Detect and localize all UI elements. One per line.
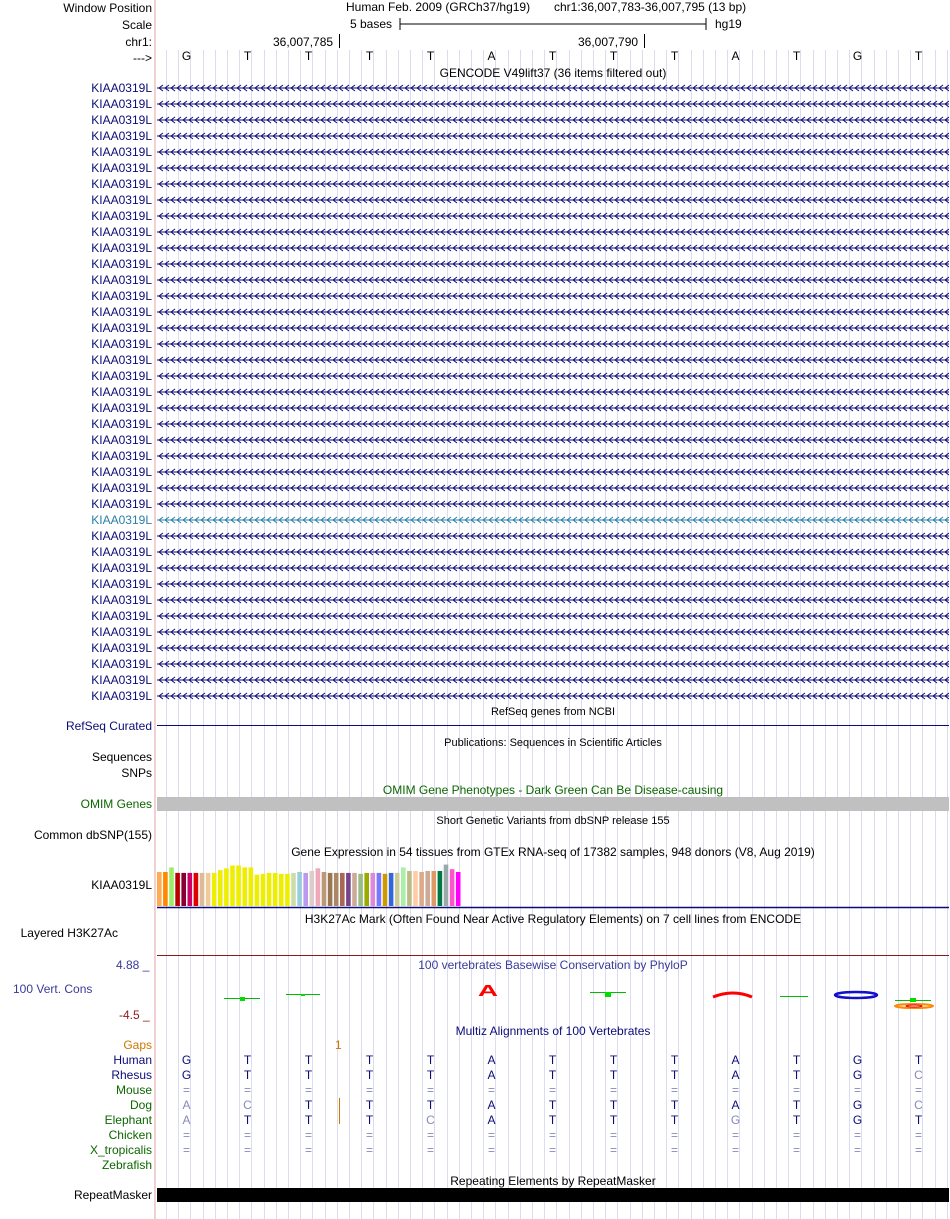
gtex-track-title[interactable]: Gene Expression in 54 tissues from GTEx RNA-seq of 17382 samples, 948 donors (V8, Aug 2019) [291,845,815,859]
species-label[interactable]: Dog [129,1098,152,1112]
alignment-base: T [792,1098,801,1112]
gencode-transcript-label[interactable]: KIAA0319L [91,289,152,303]
base-letter: A [487,49,496,63]
gencode-transcript-line[interactable] [157,515,949,525]
gencode-transcript-line[interactable] [157,563,949,573]
alignment-base: T [792,1053,801,1067]
gencode-transcript-label[interactable]: KIAA0319L [91,161,152,175]
gencode-transcript-line[interactable] [157,179,949,189]
alignment-base: = [487,1143,495,1157]
alignment-base: T [426,1068,435,1082]
tick-mark-1 [339,34,340,48]
alignment-base: = [731,1143,739,1157]
tick-label-1: 36,007,785 [273,35,334,49]
alignment-base: T [365,1068,374,1082]
gencode-transcript-line[interactable] [157,451,949,461]
gencode-transcript-label[interactable]: KIAA0319L [91,689,152,703]
gencode-transcript-label[interactable]: KIAA0319L [91,433,152,447]
gencode-transcript-label[interactable]: KIAA0319L [91,97,152,111]
alignment-base: = [609,1128,617,1142]
gtex-tissue-bar[interactable] [194,873,199,906]
gencode-transcript-label[interactable]: KIAA0319L [91,529,152,543]
gencode-transcript-line[interactable] [157,691,949,701]
gencode-transcript-line[interactable] [157,323,949,333]
alignment-base: = [792,1143,800,1157]
alignment-base: T [304,1098,313,1112]
dbsnp-label[interactable]: Common dbSNP(155) [33,828,152,842]
gencode-transcript-line[interactable] [157,259,949,269]
alignment-base: T [426,1098,435,1112]
repeatmasker-label[interactable]: RepeatMasker [73,1188,152,1202]
gtex-tissue-bar[interactable] [346,873,351,906]
alignment-base: T [609,1068,618,1082]
gencode-transcript-line[interactable] [157,307,949,317]
gtex-tissue-bar[interactable] [432,871,437,906]
gencode-transcript-label[interactable]: KIAA0319L [91,177,152,191]
gtex-bar-chart[interactable] [0,855,950,911]
gtex-tissue-bar[interactable] [261,874,266,906]
gtex-tissue-bar[interactable] [316,868,321,906]
alignment-base: = [853,1143,861,1157]
gencode-transcript-line[interactable] [157,99,949,109]
gencode-transcript-label[interactable]: KIAA0319L [91,561,152,575]
alignment-base: G [852,1098,863,1112]
gencode-transcript-label[interactable]: KIAA0319L [91,241,152,255]
alignment-base: G [852,1068,863,1082]
alignment-base: = [426,1128,434,1142]
base-letter: T [548,49,557,63]
gencode-transcript-line[interactable] [157,595,949,605]
alignment-base: C [243,1098,252,1112]
alignment-base: A [487,1098,496,1112]
base-letter: A [731,49,740,63]
strand-label: ---> [133,51,152,65]
window-position-label: Window Position [63,1,152,15]
alignment-base: = [426,1143,434,1157]
gencode-transcript-line[interactable] [157,499,949,509]
alignment-base: = [670,1143,678,1157]
gtex-tissue-bar[interactable] [419,872,424,906]
alignment-base: = [243,1128,251,1142]
gencode-transcript-label[interactable]: KIAA0319L [91,641,152,655]
alignment-base: T [548,1053,557,1067]
gencode-transcript-label[interactable]: KIAA0319L [91,113,152,127]
gencode-transcript-line[interactable] [157,659,949,669]
alignment-base: = [914,1128,922,1142]
gtex-tissue-bar[interactable] [218,870,223,906]
alignment-base: A [182,1113,191,1127]
gencode-transcript-label[interactable]: KIAA0319L [91,481,152,495]
publications-track-title[interactable]: Publications: Sequences in Scientific Articles [444,737,662,749]
alignment-base: G [181,1068,192,1082]
gencode-transcript-label[interactable]: KIAA0319L [91,545,152,559]
alignment-base: T [243,1053,252,1067]
gtex-tissue-bar[interactable] [224,868,229,906]
alignment-base: = [853,1128,861,1142]
alignment-base: = [914,1143,922,1157]
gencode-transcript-line[interactable] [157,467,949,477]
gencode-transcript-line[interactable] [157,403,949,413]
gencode-transcript-line[interactable] [157,547,949,557]
gencode-transcript-label[interactable]: KIAA0319L [91,305,152,319]
gtex-tissue-bar[interactable] [383,874,388,906]
base-letter: T [243,49,252,63]
alignment-base: = [365,1143,373,1157]
alignment-base: T [426,1053,435,1067]
gencode-transcript-label[interactable]: KIAA0319L [91,225,152,239]
gencode-transcript-label[interactable]: KIAA0319L [91,593,152,607]
alignment-base: A [731,1068,740,1082]
h3k27ac-baseline [157,955,949,956]
species-label[interactable]: Human [113,1053,152,1067]
gencode-transcript-line[interactable] [157,147,949,157]
alignment-base: = [243,1083,251,1097]
gencode-transcript-label[interactable]: KIAA0319L [91,513,152,527]
alignment-base: A [731,1098,740,1112]
alignment-base: T [365,1053,374,1067]
alignment-base: = [182,1143,190,1157]
alignment-base: = [731,1083,739,1097]
gtex-tissue-bar[interactable] [310,871,315,906]
alignment-base: = [670,1083,678,1097]
species-label[interactable]: X_tropicalis [89,1143,152,1157]
alignment-base: T [914,1053,923,1067]
gtex-tissue-bar[interactable] [285,874,290,906]
gtex-tissue-bar[interactable] [279,874,284,906]
alignment-base: T [548,1068,557,1082]
omim-track-title[interactable]: OMIM Gene Phenotypes - Dark Green Can Be Disease-causing [382,783,724,797]
base-letter: T [670,49,679,63]
alignment-base: T [365,1098,374,1112]
gtex-tissue-bar[interactable] [169,867,174,906]
gtex-tissue-bar[interactable] [175,873,180,906]
alignment-base: = [731,1128,739,1142]
gencode-transcript-line[interactable] [157,419,949,429]
scale-text: 5 bases [350,17,393,31]
alignment-base: = [182,1128,190,1142]
alignment-base: T [548,1113,557,1127]
refseq-label[interactable]: RefSeq Curated [65,719,152,733]
alignment-base: G [181,1053,192,1067]
gtex-tissue-bar[interactable] [291,873,296,906]
h3k27ac-label[interactable]: Layered H3K27Ac [20,926,118,940]
alignment-base: T [670,1113,679,1127]
gtex-tissue-bar[interactable] [334,873,339,906]
phylop-track-title[interactable]: 100 vertebrates Basewise Conservation by PhyloP [418,958,688,972]
gencode-transcript-line[interactable] [157,115,949,125]
gtex-tissue-bar[interactable] [273,873,278,906]
multiz-track-title[interactable]: Multiz Alignments of 100 Vertebrates [455,1024,651,1038]
gencode-transcript-label[interactable]: KIAA0319L [91,673,152,687]
alignment-base: = [792,1128,800,1142]
alignment-base: = [609,1083,617,1097]
alignment-base: T [304,1068,313,1082]
alignment-base: T [304,1053,313,1067]
alignment-base: = [304,1083,312,1097]
gencode-transcript-label[interactable]: KIAA0319L [91,625,152,639]
phylop-letter-a: A [477,982,499,1000]
gencode-transcript-label[interactable]: KIAA0319L [91,145,152,159]
alignment-base: = [304,1143,312,1157]
alignment-base: = [304,1128,312,1142]
position-readout: chr1:36,007,783-36,007,795 (13 bp) [554,0,747,14]
gencode-transcript-line[interactable] [157,131,949,141]
gencode-transcript-label[interactable]: KIAA0319L [91,369,152,383]
gtex-tissue-bar[interactable] [364,873,369,906]
alignment-base: = [426,1083,434,1097]
gencode-transcript-line[interactable] [157,355,949,365]
gtex-tissue-bar[interactable] [267,873,272,906]
phylop-label[interactable]: 100 Vert. Cons [13,982,93,996]
alignment-base: C [426,1113,435,1127]
gencode-transcript-line[interactable] [157,291,949,301]
species-label[interactable]: Zebrafish [101,1158,152,1172]
alignment-base: T [914,1113,923,1127]
refseq-gene-line[interactable] [157,725,949,726]
gtex-tissue-bar[interactable] [303,873,308,906]
gtex-tissue-bar[interactable] [322,872,327,906]
dbsnp-track-title[interactable]: Short Genetic Variants from dbSNP release 155 [436,815,670,827]
gencode-transcript-label[interactable]: KIAA0319L [91,353,152,367]
gtex-tissue-bar[interactable] [230,866,235,907]
alignment-base: = [243,1143,251,1157]
gtex-tissue-bar[interactable] [157,872,162,906]
base-letter: T [426,49,435,63]
scale-bar [398,16,710,32]
gencode-transcript-line[interactable] [157,435,949,445]
gencode-transcript-line[interactable] [157,211,949,221]
alignment-base: T [792,1113,801,1127]
gencode-transcript-label[interactable]: KIAA0319L [91,273,152,287]
gencode-transcript-label[interactable]: KIAA0319L [91,401,152,415]
gencode-transcript-line[interactable] [157,243,949,253]
alignment-base: T [243,1068,252,1082]
gtex-tissue-bar[interactable] [352,873,357,906]
gencode-transcript-line[interactable] [157,611,949,621]
gtex-tissue-bar[interactable] [358,874,363,906]
omim-feature-bar[interactable] [157,797,949,811]
alignment-base: T [365,1113,374,1127]
sequences-label[interactable]: Sequences [91,750,152,764]
gtex-tissue-bar[interactable] [340,873,345,906]
alignment-base: = [914,1083,922,1097]
alignment-base: = [548,1143,556,1157]
tick-mark-2 [644,34,645,48]
gencode-transcript-label[interactable]: KIAA0319L [91,449,152,463]
species-label[interactable]: Elephant [104,1113,152,1127]
gencode-transcript-line[interactable] [157,371,949,381]
alignment-base: T [304,1113,313,1127]
gencode-transcript-line[interactable] [157,675,949,685]
alignment-base: A [182,1098,191,1112]
gtex-tissue-bar[interactable] [236,866,241,907]
base-letter: T [609,49,618,63]
alignment-base: T [609,1053,618,1067]
gtex-tissue-bar[interactable] [407,871,412,906]
alignment-base: A [487,1053,496,1067]
gencode-transcript-line[interactable] [157,339,949,349]
alignment-base: = [365,1083,373,1097]
gtex-tissue-bar[interactable] [377,873,382,906]
gtex-tissue-bar[interactable] [242,867,247,906]
gencode-transcript-line[interactable] [157,531,949,541]
alignment-base: T [548,1098,557,1112]
alignment-base: = [548,1083,556,1097]
gencode-transcript-line[interactable] [157,195,949,205]
alignment-base: T [243,1113,252,1127]
base-letter: T [304,49,313,63]
gencode-transcript-label[interactable]: KIAA0319L [91,385,152,399]
db-label: hg19 [715,17,742,31]
alignment-base: T [609,1098,618,1112]
gencode-transcript-label[interactable]: KIAA0319L [91,577,152,591]
phylop-logo[interactable] [0,975,950,1015]
refseq-track-title[interactable]: RefSeq genes from NCBI [490,706,616,718]
gencode-transcript-line[interactable] [157,627,949,637]
alignment-base: = [487,1083,495,1097]
gtex-tissue-bar[interactable] [181,873,186,906]
gencode-transcript-line[interactable] [157,163,949,173]
gtex-tissue-bar[interactable] [413,871,418,906]
gencode-transcript-line[interactable] [157,387,949,397]
gtex-tissue-bar[interactable] [212,873,217,906]
gtex-tissue-bar[interactable] [456,872,461,906]
gencode-transcript-label[interactable]: KIAA0319L [91,417,152,431]
gencode-transcript-line[interactable] [157,579,949,589]
gencode-transcript-label[interactable]: KIAA0319L [91,257,152,271]
alignment-base: T [670,1068,679,1082]
alignment-base: = [487,1128,495,1142]
gtex-tissue-bar[interactable] [328,873,333,906]
alignment-base: C [914,1068,923,1082]
insertion-marker [339,1098,340,1124]
chr-label: chr1: [125,35,152,49]
alignment-base: G [730,1113,741,1127]
scale-label: Scale [121,18,152,32]
gencode-transcript-label[interactable]: KIAA0319L [91,209,152,223]
alignment-base: = [792,1083,800,1097]
alignment-base: G [852,1053,863,1067]
base-letter: T [365,49,374,63]
species-label[interactable]: Rhesus [111,1068,152,1082]
alignment-base: T [670,1053,679,1067]
alignment-base: C [914,1098,923,1112]
gencode-track-title[interactable]: GENCODE V49lift37 (36 items filtered out) [439,66,667,80]
alignment-base: = [853,1083,861,1097]
gencode-transcript-label[interactable]: KIAA0319L [91,465,152,479]
tick-label-2: 36,007,790 [578,35,639,49]
base-letter: G [852,49,863,63]
alignment-base: T [670,1098,679,1112]
gencode-transcript-label[interactable]: KIAA0319L [91,497,152,511]
alignment-base: A [487,1113,496,1127]
base-letter: T [792,49,801,63]
assembly-title: Human Feb. 2009 (GRCh37/hg19) [346,0,531,14]
alignment-base: = [609,1143,617,1157]
alignment-base: = [670,1128,678,1142]
alignment-base: T [792,1068,801,1082]
alignment-base: A [731,1053,740,1067]
gtex-tissue-bar[interactable] [163,872,168,906]
base-letter: G [181,49,192,63]
base-letter: T [914,49,923,63]
gaps-value: 1 [335,1038,342,1052]
phylop-min-label: -4.5 _ [119,1008,150,1022]
gencode-transcript-line[interactable] [157,83,949,93]
gtex-tissue-bar[interactable] [206,873,211,906]
h3k27ac-track-title[interactable]: H3K27Ac Mark (Often Found Near Active Regulatory Elements) on 7 cell lines from ENCODE [304,912,802,926]
gtex-tissue-bar[interactable] [200,873,205,906]
alignment-base: A [487,1068,496,1082]
gencode-transcript-line[interactable] [157,483,949,493]
gtex-tissue-bar[interactable] [297,872,302,906]
gencode-transcript-line[interactable] [157,227,949,237]
gtex-tissue-bar[interactable] [188,873,193,906]
gtex-tissue-bar[interactable] [395,873,400,906]
gencode-transcript-label[interactable]: KIAA0319L [91,129,152,143]
gencode-transcript-line[interactable] [157,275,949,285]
alignment-base: G [852,1113,863,1127]
gtex-tissue-bar[interactable] [425,871,430,906]
gtex-tissue-bar[interactable] [371,873,376,906]
phylop-max-label: 4.88 _ [116,958,150,972]
gtex-tissue-bar[interactable] [255,875,260,906]
gtex-tissue-bar[interactable] [401,867,406,906]
gencode-transcript-label[interactable]: KIAA0319L [91,657,152,671]
gtex-tissue-bar[interactable] [249,867,254,906]
alignment-base: = [548,1128,556,1142]
alignment-base: = [365,1128,373,1142]
gencode-transcript-label[interactable]: KIAA0319L [91,81,152,95]
repeatmasker-track-title[interactable]: Repeating Elements by RepeatMasker [450,1174,656,1188]
gencode-transcript-line[interactable] [157,643,949,653]
gtex-tissue-bar[interactable] [389,873,394,906]
species-label[interactable]: Chicken [108,1128,152,1142]
gtex-tissue-bar[interactable] [444,865,449,906]
gencode-transcript-label[interactable]: KIAA0319L [91,321,152,335]
gencode-transcript-label[interactable]: KIAA0319L [91,609,152,623]
gencode-transcript-label[interactable]: KIAA0319L [91,193,152,207]
gtex-gene-label[interactable]: KIAA0319L [91,878,152,892]
alignment-base: T [609,1113,618,1127]
snps-label[interactable]: SNPs [121,766,152,780]
gtex-tissue-bar[interactable] [450,869,455,906]
species-label[interactable]: Mouse [115,1083,152,1097]
gencode-transcript-label[interactable]: KIAA0319L [91,337,152,351]
omim-label[interactable]: OMIM Genes [80,797,152,811]
gaps-label: Gaps [123,1038,152,1052]
alignment-base: = [182,1083,190,1097]
repeatmasker-feature-bar[interactable] [157,1188,949,1202]
gtex-tissue-bar[interactable] [438,871,443,906]
